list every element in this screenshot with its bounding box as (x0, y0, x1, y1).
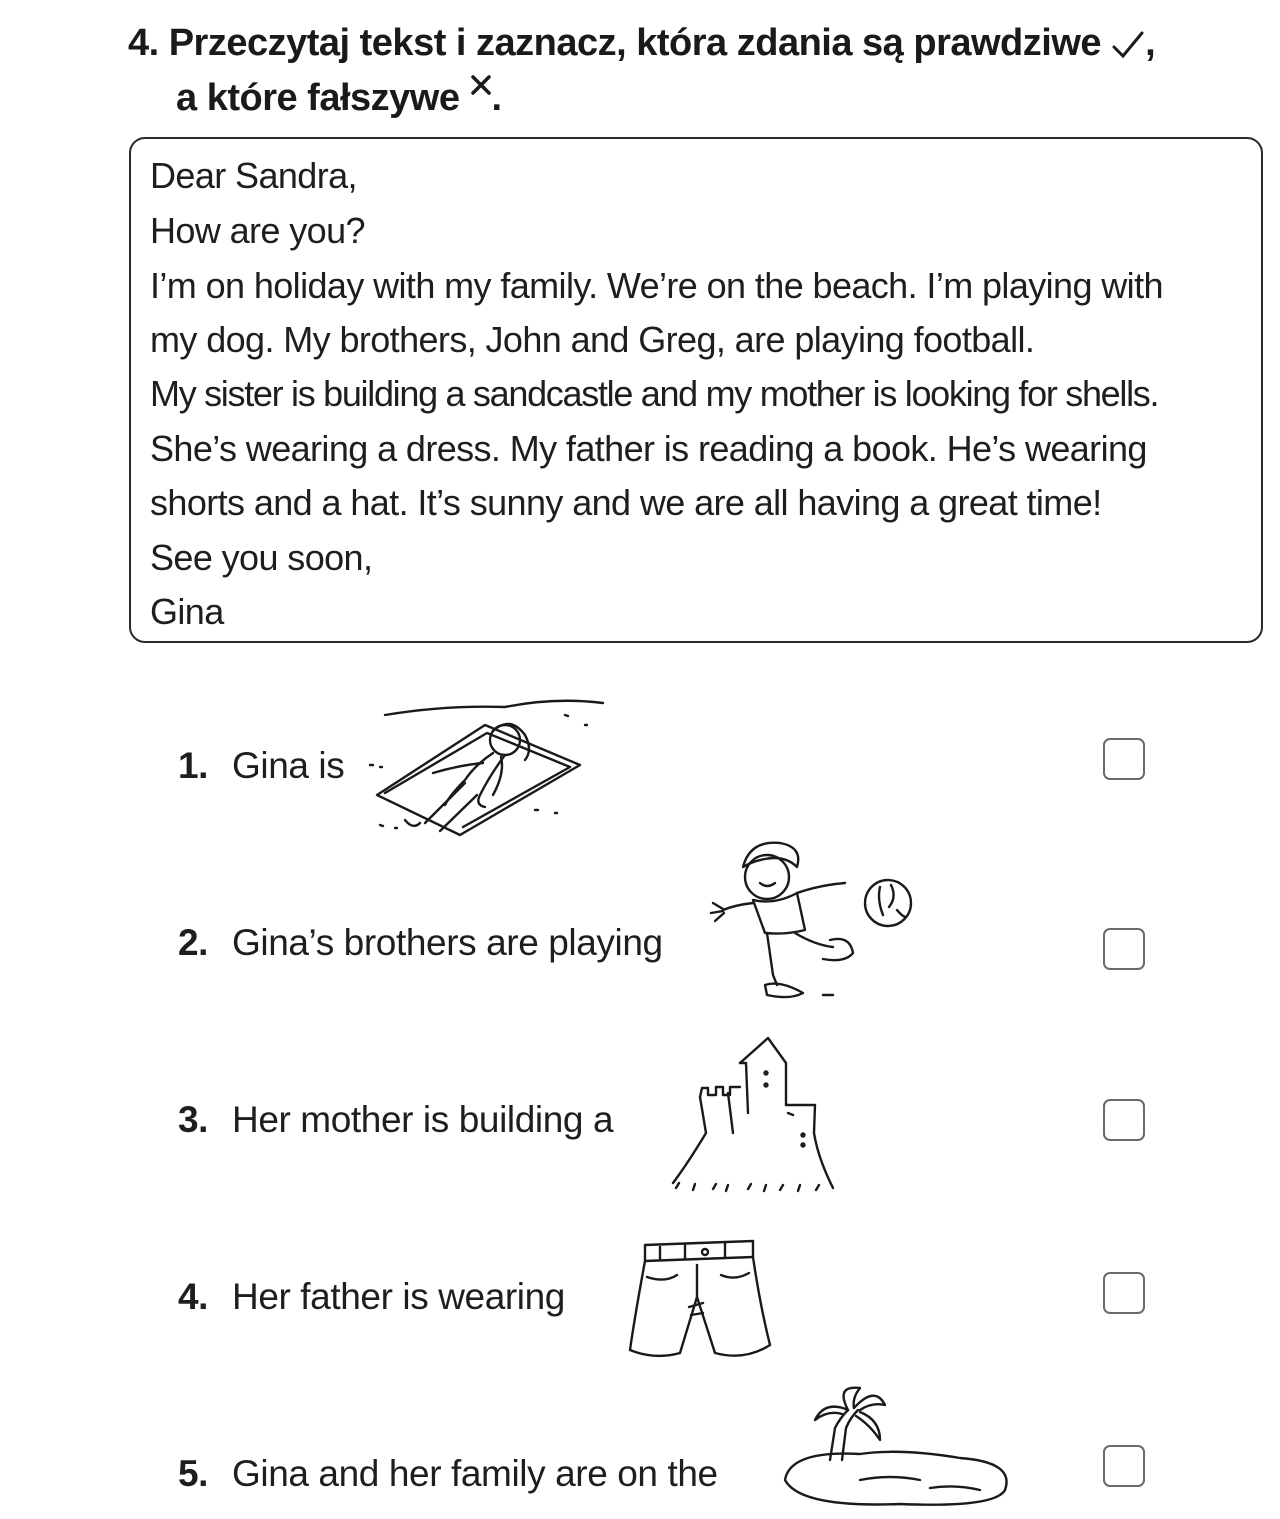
island-palm-tree-icon (780, 1380, 1015, 1510)
letter-line: She’s wearing a dress. My father is reading a book. He’s wearing (150, 428, 1147, 469)
statement-number: 2. (178, 922, 209, 963)
statement-1-checkbox[interactable] (1103, 738, 1145, 780)
letter-signature: Gina (150, 591, 224, 632)
false-cross-icon (470, 74, 492, 96)
letter-line: How are you? (150, 210, 365, 251)
letter-line: my dog. My brothers, John and Greg, are playing football. (150, 319, 1035, 360)
task-number: 4. (128, 22, 159, 64)
statement-3 (178, 1099, 613, 1141)
statement-3-checkbox[interactable] (1103, 1099, 1145, 1141)
task-instruction-line-1 (128, 22, 1155, 65)
statement-4 (178, 1276, 565, 1318)
letter-line: My sister is building a sandcastle and my mother is looking for shells. (150, 373, 1159, 414)
letter-line: I’m on holiday with my family. We’re on the beach. I’m playing with (150, 265, 1163, 306)
shorts-icon (625, 1235, 775, 1363)
girl-sunbathing-on-towel-icon (365, 695, 615, 845)
statement-number: 5. (178, 1453, 209, 1494)
statement-number: 3. (178, 1099, 209, 1140)
task-instruction-line-2 (176, 74, 502, 120)
statement-text: Her mother is building a (232, 1099, 614, 1140)
statement-1 (178, 745, 344, 787)
task-instruction-text-2: a które fałszywe (176, 77, 460, 119)
letter-line: shorts and a hat. It’s sunny and we are all having a great time! (150, 482, 1102, 523)
statement-5-checkbox[interactable] (1103, 1445, 1145, 1487)
statement-2-checkbox[interactable] (1103, 928, 1145, 970)
letter-greeting: Dear Sandra, (150, 155, 357, 196)
statement-4-checkbox[interactable] (1103, 1272, 1145, 1314)
statement-number: 4. (178, 1276, 209, 1317)
letter-closing: See you soon, (150, 537, 373, 578)
statement-2 (178, 922, 663, 964)
boy-kicking-football-icon (705, 835, 920, 1005)
statement-5 (178, 1453, 718, 1495)
statement-number: 1. (178, 745, 209, 786)
statement-text: Her father is wearing (232, 1276, 565, 1317)
task-instruction-comma: , (1145, 22, 1156, 64)
statement-text: Gina’s brothers are playing (232, 922, 663, 963)
task-instruction-text-1: Przeczytaj tekst i zaznacz, która zdania są prawdziwe (168, 22, 1102, 64)
statement-text: Gina is (232, 745, 345, 786)
true-check-icon (1111, 30, 1145, 60)
task-instruction-period: . (491, 77, 502, 119)
statement-text: Gina and her family are on the (232, 1453, 718, 1494)
sandcastle-icon (668, 1033, 843, 1198)
